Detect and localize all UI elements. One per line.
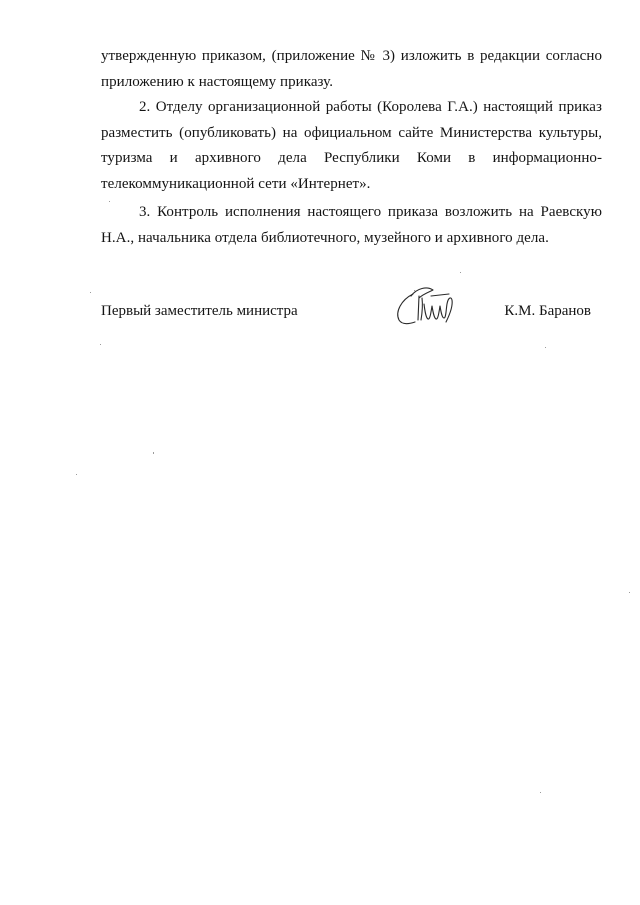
paragraph-1	[101, 44, 602, 95]
handwritten-signature-icon	[391, 282, 461, 332]
paragraph-3-line-2: Н.А., начальника отдела библиотечного, музейного и архивного дела.	[101, 229, 549, 246]
signatory-title: Первый заместитель министра	[101, 303, 298, 319]
paragraph-1-line-2: приложению к настоящему приказу.	[101, 73, 334, 90]
scan-speck	[540, 792, 541, 793]
paragraph-2-line-3: туризма и архивного дела Республики Коми в информационно-	[101, 150, 602, 166]
scan-speck	[76, 474, 77, 475]
signature-row	[101, 300, 591, 332]
scan-speck	[90, 292, 91, 293]
paragraph-2	[101, 95, 602, 197]
paragraph-2-line-2: разместить (опубликовать) на официальном сайте Министерства культуры,	[101, 124, 602, 141]
scan-speck	[629, 592, 630, 593]
paragraph-1-line-1: утвержденную приказом, (приложение № 3) изложить в редакции согласно	[101, 48, 602, 64]
scan-speck	[460, 272, 461, 273]
paragraph-2-line-4: телекоммуникационной сети «Интернет».	[101, 175, 371, 192]
paragraph-3	[101, 200, 602, 251]
scan-speck	[100, 344, 101, 345]
scan-speck	[545, 347, 546, 348]
paragraph-3-line-1: 3. Контроль исполнения настоящего приказа возложить на Раевскую	[139, 204, 602, 220]
scan-speck	[153, 452, 154, 454]
paragraph-2-line-1: 2. Отделу организационной работы (Королева Г.А.) настоящий приказ	[139, 99, 602, 115]
scan-speck	[414, 290, 415, 291]
scan-speck	[109, 201, 110, 202]
signatory-name: К.М. Баранов	[504, 303, 591, 319]
